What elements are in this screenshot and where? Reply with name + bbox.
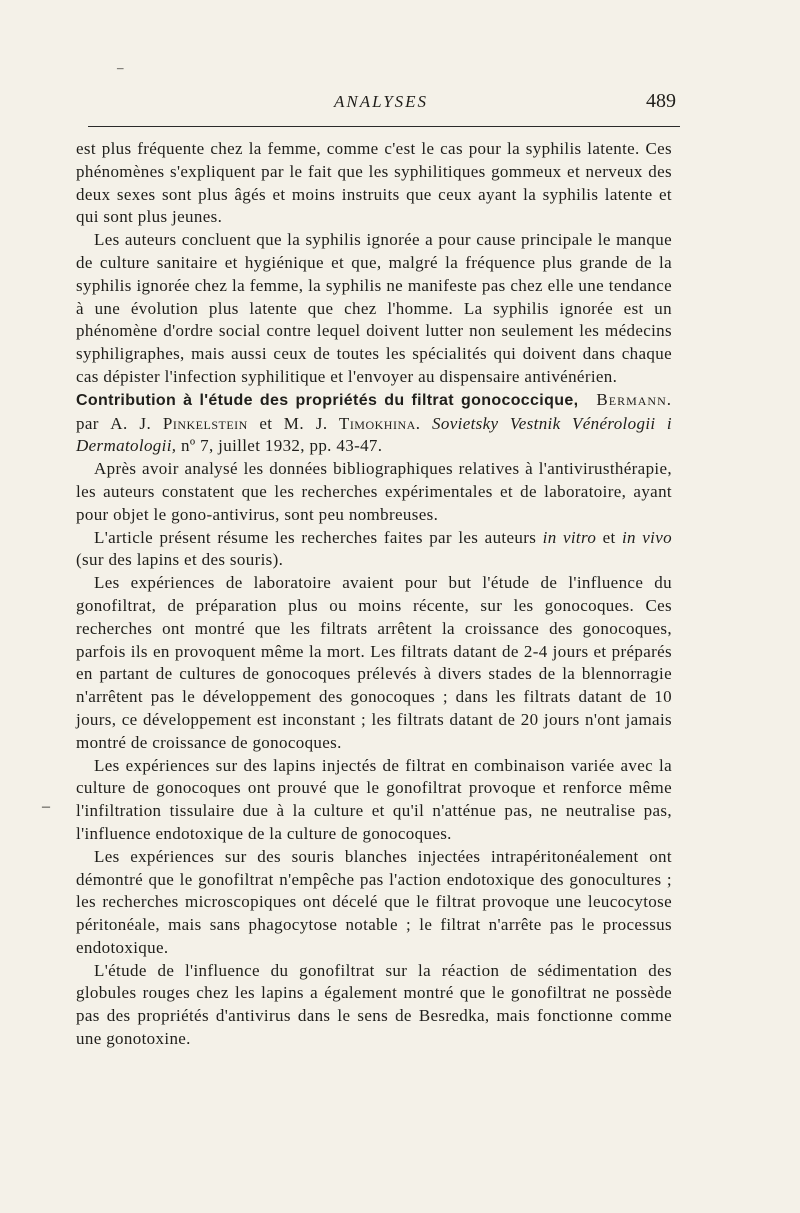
page-header bbox=[76, 90, 676, 130]
entry-citation: nº 7, juillet 1932, pp. 43-47. bbox=[181, 436, 383, 456]
entry-journal: Sovietsky Vestnik Vénérologii i Dermatologii, bbox=[76, 413, 673, 456]
paragraph-conclusion-text: Les auteurs concluent que la syphilis ignorée a pour cause principale le manque de culture sanitaire et hygiénique et que, malgré la fréquence plus grande de la syphilis ignorée chez la femme, la syphilis ne manifeste pas chez elle une tendance à une évolution plus latente que chez l'homme. La syphilis ignorée est un phénomène d'ordre social contre lequel doivent lutter non seulement les médecins syphiligraphes, mais aussi ceux de toutes les spécialités qui doivent dans chaque cas dépister l'infection syphilitique et l'envoyer au dispensaire antivénérien. bbox=[76, 230, 672, 386]
scope-text-after: (sur des lapins et des souris). bbox=[76, 550, 284, 570]
paragraph-mice: Les expériences sur des souris blanches injectées intrapéritonéalement ont démontré que le gonofiltrat n'empêche pas l'action endotoxique des gonocultures ; les recherches microscopiques ont décelé que le filtrat provoque une leucocytose péritonéale, mais sans phagocytose notable ; le filtrat n'arrête pas le processus endotoxique. bbox=[76, 846, 672, 957]
scope-in-vitro: in vitro bbox=[542, 527, 597, 547]
paragraph-laboratory: Les expériences de laboratoire avaient pour but l'étude de l'influence du gonofiltrat, de préparation plus ou moins récente, sur les gonocoques. Ces recherches ont montré que les filtrats arrêtent la croissance des gonocoques, parfois ils en provoquent même la mort. Les filtrats datant de 2-4 jours et préparés en partant de cultures de gonocoques prélevés à divers stades de la blennorragie n'arrêtent pas le développement des gonocoques ; dans les filtrats datant de 10 jours, ce développement est inconstant ; les filtrats datant de 20 jours n'ont jamais montré de croissance de gonocoques. bbox=[76, 573, 672, 752]
header-rule bbox=[88, 126, 680, 127]
scope-in-vivo: in vivo bbox=[621, 527, 672, 547]
paragraph-intro: Après avoir analysé les données bibliographiques relatives à l'antivirusthérapie, les auteurs constatent que les recherches expérimentales et de laboratoire, ayant pour objet le gono-antivirus, sont peu nombreuses. bbox=[76, 459, 672, 524]
running-head: ANALYSES bbox=[334, 92, 429, 111]
paragraph-scope bbox=[76, 527, 672, 573]
entry-title: Contribution à l'étude des propriétés du filtrat gonococcique, bbox=[76, 391, 579, 409]
page-body bbox=[76, 138, 672, 1051]
scope-text-before: L'article présent résume les recherches faites par les auteurs bbox=[94, 527, 537, 547]
entry-author-1: A. J. Pinkelstein bbox=[110, 413, 248, 433]
paragraph-rabbits: Les expériences sur des lapins injectés de filtrat en combinaison variée avec la culture de gonocoques ont prouvé que le gonofiltrat provoque et renforce même l'infiltration tissulaire due à la culture et qu'il n'atténue pas, ne neutralise pas, l'influence endotoxique de la culture de gonocoques. bbox=[76, 755, 672, 843]
paragraph-continued: est plus fréquente chez la femme, comme c'est le cas pour la syphilis latente. Ces phénomènes s'expliquent par le fait que les syphilitiques gommeux et nerveux des deux sexes sont plus âgés et moins instruits que ceux ayant la syphilis latente et qui sont plus jeunes. bbox=[76, 139, 672, 227]
top-mark: – bbox=[117, 60, 124, 75]
entry-author-2: M. J. Timokhina. bbox=[283, 413, 421, 433]
margin-mark: – bbox=[42, 798, 50, 815]
scope-text-middle: et bbox=[602, 527, 616, 547]
entry-and: et bbox=[259, 413, 273, 433]
page-number: 489 bbox=[646, 90, 676, 112]
entry-by: par bbox=[76, 413, 99, 433]
reviewer-signature: Bermann. bbox=[596, 389, 672, 409]
paragraph-sedimentation: L'étude de l'influence du gonofiltrat sur la réaction de sédimentation des globules rouges chez les lapins a également montré que le gonofiltrat ne possède pas des propriétés d'antivirus dans le sens de Besredka, mais fonctionne comme une gonotoxine. bbox=[76, 960, 672, 1049]
